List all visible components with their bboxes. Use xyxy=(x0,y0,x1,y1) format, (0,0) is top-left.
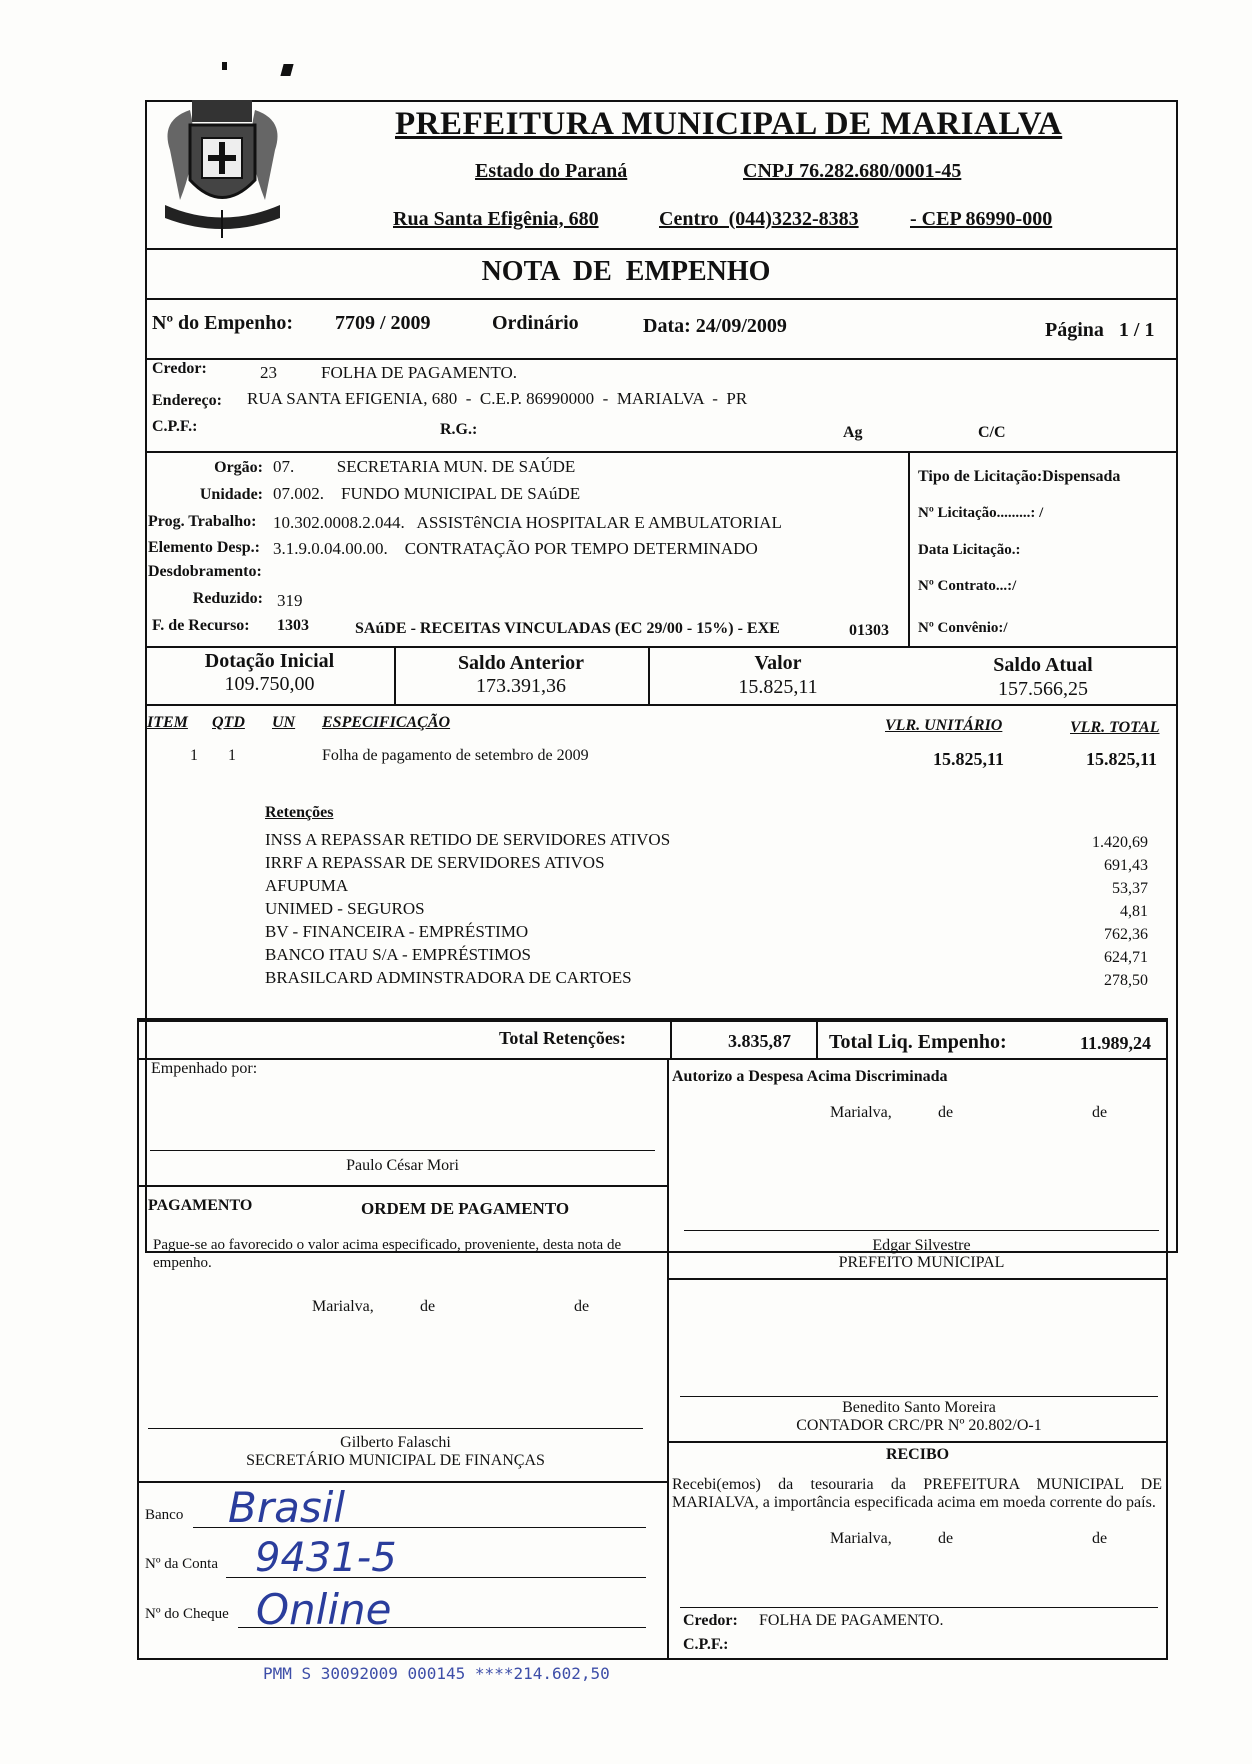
pagamento-de-2: de xyxy=(574,1298,590,1315)
banco-label: Banco xyxy=(145,1507,184,1523)
prefeito-role: PREFEITO MUNICIPAL xyxy=(838,1254,1005,1271)
empenho-type: Ordinário xyxy=(492,312,579,334)
dotacao-value: 109.750,00 xyxy=(224,673,315,695)
saldo-anterior-value: 173.391,36 xyxy=(476,675,566,697)
recurso-label: F. de Recurso: xyxy=(152,617,250,634)
item-total-value: 15.825,11 xyxy=(1086,749,1158,769)
item-description: Folha de pagamento de setembro de 2009 xyxy=(322,747,589,764)
cheque-label: Nº do Cheque xyxy=(145,1606,229,1622)
saldo-atual-label: Saldo Atual xyxy=(993,654,1093,676)
prefeito-name: Edgar Silvestre xyxy=(872,1237,971,1254)
prog-value: 10.302.0008.2.044. ASSISTêNCIA HOSPITALAR E AMBULATORIAL xyxy=(273,513,782,532)
col-total-value: VLR. TOTAL xyxy=(1070,719,1160,736)
address-label: Endereço: xyxy=(152,392,222,409)
retencao-value: 1.420,69 xyxy=(1092,834,1148,851)
licitacao-type: Tipo de Licitação:Dispensada xyxy=(918,468,1121,485)
secretario-role: SECRETÁRIO MUNICIPAL DE FINANÇAS xyxy=(246,1452,545,1469)
contador-name: Benedito Santo Moreira xyxy=(842,1399,996,1416)
desdobramento-label: Desdobramento: xyxy=(148,563,262,580)
recurso-description: SAúDE - RECEITAS VINCULADAS (EC 29/00 - 15%) - EXE xyxy=(355,620,780,637)
item-unit-value: 15.825,11 xyxy=(933,749,1005,769)
retencao-label: BV - FINANCEIRA - EMPRÉSTIMO xyxy=(265,922,529,941)
unidade-label: Unidade: xyxy=(199,486,263,503)
empenhado-name: Paulo César Mori xyxy=(346,1157,459,1174)
secretario-name: Gilberto Falaschi xyxy=(340,1434,451,1451)
retencao-value: 4,81 xyxy=(1120,903,1148,920)
address-label: Rua Santa Efigênia, 680 xyxy=(393,208,599,230)
document-title: NOTA DE EMPENHO xyxy=(481,256,771,287)
recibo-cpf-label: C.P.F.: xyxy=(683,1636,729,1653)
recibo-city: Marialva, xyxy=(830,1530,892,1547)
retencao-value: 278,50 xyxy=(1104,972,1148,989)
retencoes-title: Retenções xyxy=(265,804,334,821)
orgao-value: 07. SECRETARIA MUN. DE SAÚDE xyxy=(273,457,576,476)
pagamento-title: ORDEM DE PAGAMENTO xyxy=(361,1199,570,1218)
recibo-credor-label: Credor: xyxy=(683,1612,738,1629)
retencao-label: BRASILCARD ADMINSTRADORA DE CARTOES xyxy=(265,968,632,987)
licitacao-date: Data Licitação.: xyxy=(918,542,1021,558)
orgao-label: Orgão: xyxy=(214,459,263,476)
empenhado-label: Empenhado por: xyxy=(151,1060,258,1077)
phone-label: Centro (044)3232-8383 xyxy=(659,208,859,230)
col-unit-value: VLR. UNITÁRIO xyxy=(885,717,1003,734)
reduzido-label: Reduzido: xyxy=(192,590,263,607)
ag-label: Ag xyxy=(843,424,863,441)
page-title: PREFEITURA MUNICIPAL DE MARIALVA xyxy=(395,106,1063,142)
payment-stamp: PMM S 30092009 000145 ****214.602,50 xyxy=(263,1664,610,1683)
col-especificacao: ESPECIFICAÇÃO xyxy=(322,714,451,731)
page-number: Página 1 / 1 xyxy=(1045,319,1155,341)
conta-label: Nº da Conta xyxy=(145,1556,218,1572)
retencao-label: IRRF A REPASSAR DE SERVIDORES ATIVOS xyxy=(265,853,605,872)
retencao-label: AFUPUMA xyxy=(265,876,349,895)
conta-handwritten: 9431-5 xyxy=(255,1535,397,1581)
autorizo-de-1: de xyxy=(938,1104,954,1121)
col-qtd: QTD xyxy=(212,714,245,731)
autorizo-de-2: de xyxy=(1092,1104,1108,1121)
pagamento-label: PAGAMENTO xyxy=(148,1197,253,1214)
recibo-credor: FOLHA DE PAGAMENTO. xyxy=(759,1612,944,1629)
valor-value: 15.825,11 xyxy=(738,676,818,698)
reduzido-value: 319 xyxy=(277,591,303,610)
pagamento-text: Pague-se ao favorecido o valor acima especificado, proveniente, desta nota de empenho. xyxy=(153,1237,622,1271)
empenho-number: 7709 / 2009 xyxy=(335,312,431,334)
retencao-label: UNIMED - SEGUROS xyxy=(265,899,425,918)
col-un: UN xyxy=(272,714,296,731)
credor-address: RUA SANTA EFIGENIA, 680 - C.E.P. 86990000 - MARIALVA - PR xyxy=(247,389,748,408)
unidade-value: 07.002. FUNDO MUNICIPAL DE SAúDE xyxy=(273,484,581,503)
total-liquido-value: 11.989,24 xyxy=(1080,1033,1152,1053)
contract-number: Nº Contrato...:/ xyxy=(918,578,1017,594)
credor-name: FOLHA DE PAGAMENTO. xyxy=(321,363,517,382)
cc-label: C/C xyxy=(978,424,1006,441)
scan-mark xyxy=(280,64,293,76)
saldo-anterior-label: Saldo Anterior xyxy=(457,652,585,674)
saldo-atual-value: 157.566,25 xyxy=(998,678,1088,700)
cpf-label: C.P.F.: xyxy=(152,418,198,435)
retencoes-list xyxy=(265,828,670,989)
cep-label: - CEP 86990-000 xyxy=(910,208,1053,230)
total-retencoes-value: 3.835,87 xyxy=(728,1031,791,1051)
retencao-label: INSS A REPASSAR RETIDO DE SERVIDORES ATIVOS xyxy=(265,830,671,849)
retencao-value: 624,71 xyxy=(1104,949,1148,966)
item-number: 1 xyxy=(190,747,198,764)
recurso-code-2: 01303 xyxy=(849,622,889,639)
pagamento-city: Marialva, xyxy=(312,1298,374,1315)
retencao-value: 762,36 xyxy=(1104,926,1148,943)
total-liquido-label: Total Liq. Empenho: xyxy=(829,1031,1007,1053)
banco-handwritten: Brasil xyxy=(228,1483,346,1532)
retencoes-values xyxy=(1000,831,1148,992)
valor-label: Valor xyxy=(754,652,802,674)
licitacao-number: Nº Licitação.........: / xyxy=(918,505,1044,521)
item-qtd: 1 xyxy=(228,747,236,764)
col-item: ITEM xyxy=(147,714,188,731)
retencao-value: 53,37 xyxy=(1112,880,1148,897)
recibo-de-1: de xyxy=(938,1530,954,1547)
coat-of-arms-logo xyxy=(150,90,295,240)
pagamento-de-1: de xyxy=(420,1298,436,1315)
cnpj-label: CNPJ 76.282.680/0001-45 xyxy=(743,160,962,182)
dotacao-label: Dotação Inicial xyxy=(204,650,335,672)
convenio-number: Nº Convênio:/ xyxy=(918,620,1008,636)
cheque-handwritten: Online xyxy=(256,1585,392,1634)
recibo-de-2: de xyxy=(1092,1530,1108,1547)
scan-mark xyxy=(222,62,227,70)
credor-code: 23 xyxy=(260,363,277,382)
rg-label: R.G.: xyxy=(440,421,478,438)
recibo-title: RECIBO xyxy=(885,1446,950,1463)
prog-label: Prog. Trabalho: xyxy=(148,513,257,530)
credor-label: Credor: xyxy=(152,360,207,377)
contador-role: CONTADOR CRC/PR Nº 20.802/O-1 xyxy=(796,1417,1042,1434)
elemento-label: Elemento Desp.: xyxy=(148,539,260,556)
recibo-text: Recebi(emos) da tesouraria da PREFEITURA MUNICIPAL DE MARIALVA, a importância especificada acima em moeda corrente do país. xyxy=(672,1476,1162,1511)
empenho-date: Data: 24/09/2009 xyxy=(643,315,787,337)
empenho-number-label: Nº do Empenho: xyxy=(152,312,294,334)
autorizo-city: Marialva, xyxy=(830,1104,892,1121)
elemento-value: 3.1.9.0.04.00.00. CONTRATAÇÃO POR TEMPO DETERMINADO xyxy=(273,539,758,558)
autorizo-title: Autorizo a Despesa Acima Discriminada xyxy=(672,1068,948,1085)
retencao-label: BANCO ITAU S/A - EMPRÉSTIMOS xyxy=(265,945,531,964)
total-retencoes-label: Total Retenções: xyxy=(499,1028,626,1048)
retencao-value: 691,43 xyxy=(1104,857,1148,874)
state-label: Estado do Paraná xyxy=(475,160,628,182)
recurso-code: 1303 xyxy=(277,617,309,634)
